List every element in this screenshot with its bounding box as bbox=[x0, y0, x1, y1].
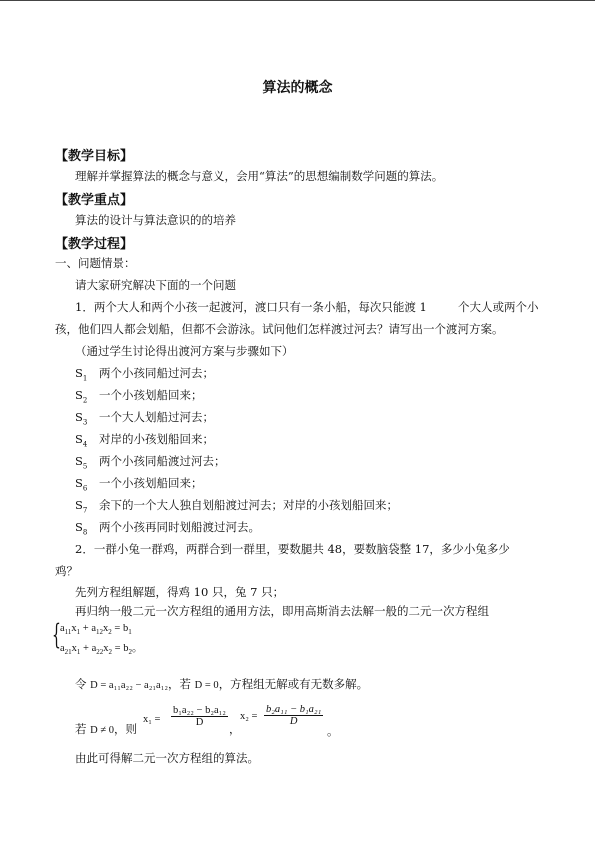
solution-line2: 再归纳一般二元一次方程组的通用方法，即用高斯消去法解一般的二元一次方程组 bbox=[75, 604, 489, 618]
process-heading: 【教学过程】 bbox=[55, 237, 134, 252]
zero-condition: D = 0 bbox=[194, 680, 219, 691]
problem1-line1-end: 个大人或两个小 bbox=[458, 300, 539, 314]
x1-numerator: b₁a₂₂ − b₂a₁₂ bbox=[173, 705, 226, 716]
focus-heading: 【教学重点】 bbox=[55, 193, 134, 208]
x1-label: x₁ = bbox=[143, 714, 161, 725]
x2-denominator: D bbox=[289, 716, 298, 727]
goal-heading: 【教学目标】 bbox=[55, 149, 134, 164]
determinant-line: 令 D = a₁₁a₂₂ − a₂₁a₁₂，若 D = 0，方程组无解或有无数多解。 bbox=[75, 677, 369, 691]
if-text: 若 D ≠ 0，则 bbox=[75, 722, 138, 736]
step-item: $S_1$ 两个小孩同船过河去； bbox=[75, 366, 214, 383]
equation-2: $a_{21}x_1 + a_{22}x_2 = b_2$。 bbox=[60, 643, 143, 657]
goal-text: 理解并掌握算法的概念与意义，会用“算法”的思想编制数学问题的算法。 bbox=[75, 169, 444, 183]
problem1-line2: 孩，他们四人都会划船，但都不会游泳。试问他们怎样渡过河去？请写出一个渡河方案。 bbox=[55, 322, 504, 336]
step-item: $S_7$ 余下的一个大人独自划船渡过河去；对岸的小孩划船回来； bbox=[75, 498, 398, 515]
end-period: 。 bbox=[327, 724, 339, 738]
top-rule bbox=[0, 0, 595, 1]
determinant-formula: D = a₁₁a₂₂ − a₂₁a₁₂ bbox=[90, 680, 169, 691]
x2-numerator: b₂a₁₁ − b₁a₂₁ bbox=[266, 704, 322, 715]
step-item: $S_8$ 两个小孩再同时划船渡过河去。 bbox=[75, 520, 260, 537]
system-brace: { bbox=[52, 618, 61, 651]
conclusion-text: 由此可得解二元一次方程组的算法。 bbox=[75, 751, 259, 765]
solution-line1: 先列方程组解题，得鸡 10 只，兔 7 只； bbox=[75, 585, 285, 599]
nonzero-condition: D ≠ 0 bbox=[90, 725, 115, 736]
separator-comma: ， bbox=[229, 722, 241, 736]
step-item: $S_5$ 两个小孩同船渡过河去； bbox=[75, 454, 226, 471]
problem2-line1: 2．一群小兔一群鸡，两群合到一群里，要数腿共 48，要数脑袋整 17，多少小兔多少 bbox=[75, 542, 510, 556]
step-item: $S_6$ 一个小孩划船回来； bbox=[75, 476, 203, 493]
step-item: $S_2$ 一个小孩划船回来； bbox=[75, 388, 203, 405]
focus-text: 算法的设计与算法意识的的培养 bbox=[75, 213, 236, 227]
x2-fraction bbox=[264, 704, 323, 727]
intro-text: 请大家研究解决下面的一个问题 bbox=[75, 278, 236, 292]
x1-fraction bbox=[171, 705, 228, 728]
equation-1: $a_{11}x_1 + a_{12}x_2 = b_1$ bbox=[60, 623, 132, 637]
x1-denominator: D bbox=[195, 717, 204, 728]
page-title: 算法的概念 bbox=[262, 80, 333, 96]
problem2-line2: 鸡？ bbox=[55, 564, 78, 578]
x2-label: x₂ = bbox=[240, 711, 258, 722]
section-heading: 一、问题情景： bbox=[55, 256, 136, 270]
step-item: $S_4$ 对岸的小孩划船回来； bbox=[75, 432, 214, 449]
discussion-note: （通过学生讨论得出渡河方案与步骤如下） bbox=[75, 344, 294, 358]
step-item: $S_3$ 一个大人划船过河去； bbox=[75, 410, 214, 427]
problem1-line1-start: 1．两个大人和两个小孩一起渡河，渡口只有一条小船，每次只能渡 1 bbox=[75, 300, 427, 314]
